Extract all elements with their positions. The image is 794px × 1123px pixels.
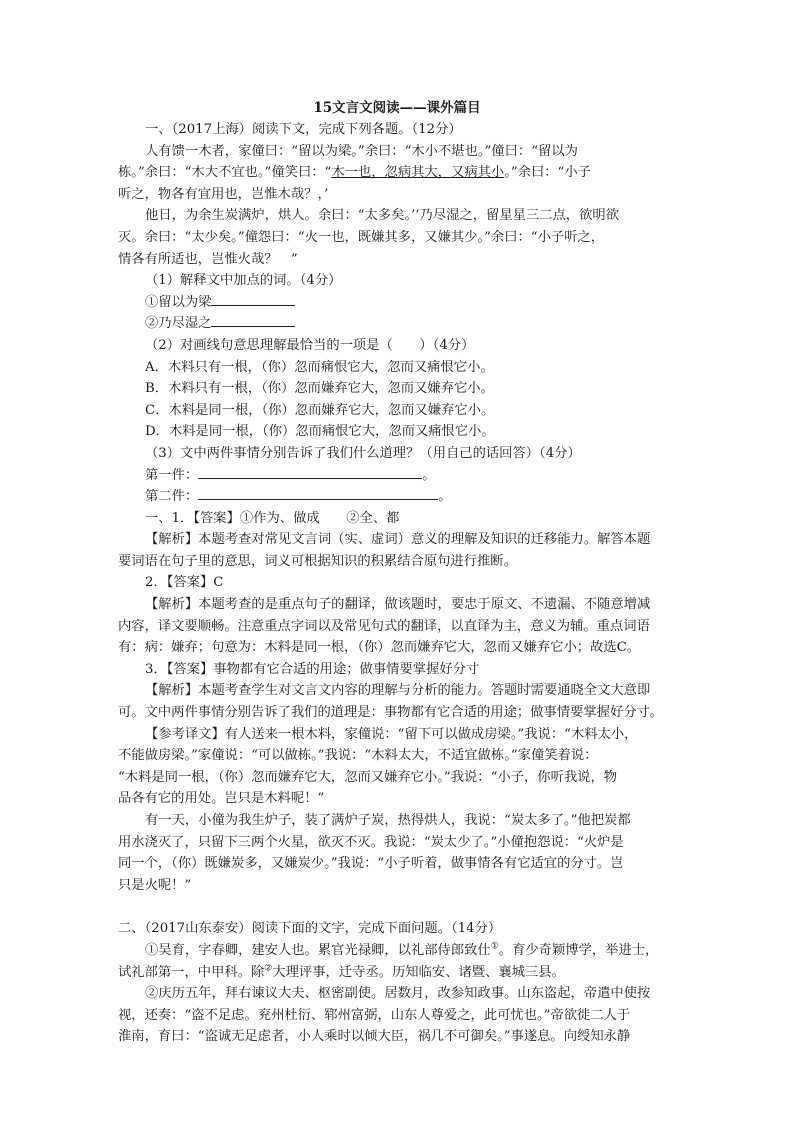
- passage-line: 听之，物各有宜用也，岂惟木哉？，’: [118, 186, 329, 202]
- question-3a: [118, 465, 676, 487]
- answer-blank: [211, 293, 295, 306]
- passage-line: 灭。余曰：“太少矣。”僮怨曰：“火一也，既嫌其多，又嫌其少。”余曰：“小子听之，: [118, 229, 605, 245]
- question-1b: [118, 313, 676, 335]
- passage-text: 大理评事，迁寺丞。历知临安、诸暨、襄城三县。: [272, 964, 565, 980]
- passage-line: [118, 940, 676, 962]
- period: 。: [422, 467, 436, 483]
- option-d: D．木料是同一根，（你）忽而痛恨它大，忽而又痛恨它小。: [145, 424, 495, 440]
- question-3b: [118, 486, 676, 508]
- option-b: B．木料只有一根，（你）忽而嫌弃它大，忽而又嫌弃它小。: [145, 381, 494, 397]
- answer-blank: [198, 466, 422, 479]
- passage-text: 试礼部第一，中甲科。除: [118, 964, 265, 980]
- question-3: （3）文中两件事情分别告诉了我们什么道理？（用自己的话回答）（4分）: [145, 445, 581, 461]
- analysis-line: 可。文中两件事情分别告诉了我们的道理是：事物都有它合适的用途；做事情要掌握好分寸。: [118, 705, 664, 721]
- analysis-line: 有：病：嫌弃；句意为：木料是同一根，（你）忽而嫌弃它大，忽而又嫌弃它小；故选C。: [118, 640, 641, 656]
- passage-text: 。育少奇颖博学，举进士，: [498, 942, 659, 958]
- passage-text: ①吴育，字春卿，建安人也。累官光禄卿，以礼部侍郎致仕: [145, 942, 491, 958]
- passage-line: 情各有所适也，岂惟火哉？ ”: [118, 251, 298, 267]
- footnote-marker: ①: [490, 941, 499, 952]
- passage-line: 淮南，育曰：“盗诚无足虑者，小人乘时以倾大臣，祸几不可御矣。”事遂息。向绶知永静: [118, 1029, 631, 1045]
- translation-line: 同一个，（你）既嫌炭多，又嫌炭少。”我说：“小子听着，做事情各有它适宜的分寸。岂: [118, 856, 624, 872]
- question-1: （1）解释文中加点的词。（4分）: [145, 273, 342, 289]
- translation-line: 有一天，小僮为我生炉子，装了满炉子炭，热得烘人，我说：“炭太多了。”他把炭都: [145, 813, 631, 828]
- passage-line: [118, 162, 676, 184]
- answer-1: 一、1．【答案】①作为、做成 ②全、都: [145, 510, 400, 526]
- question-1a: [118, 292, 676, 314]
- question-3b-label: 第二件：: [145, 489, 199, 505]
- translation-line: “木料是同一根，（你）忽而嫌弃它大，忽而又嫌弃它小。”我说：“小子，你听我说，物: [118, 769, 618, 785]
- analysis-line: 【解析】本题考查学生对文言文内容的理解与分析的能力。答题时需要通晓全文大意即: [145, 683, 651, 699]
- answer-3: 3．【答案】事物都有它合适的用途；做事情要掌握好分寸: [145, 661, 480, 677]
- translation-line: 不能做房梁。”家僮说：“可以做栋。”我说：“木料太大，不适宜做栋。”家僮笑着说：: [118, 748, 598, 764]
- passage-line: ②庆历五年，拜右谏议大夫、枢密副使。居数月，改参知政事。山东盗起，帝遣中使按: [145, 986, 651, 1002]
- passage-line: 人有馈一木者，家僮曰：“留以为梁。”余曰：“木小不堪也。”僮曰：“留以为: [145, 143, 578, 159]
- passage-text: 栋。”余曰：“木大不宜也。”僮笑曰：“: [118, 165, 332, 181]
- passage-text: 。”余曰：“小子: [504, 165, 591, 181]
- translation-line: 只是火呢！”: [118, 877, 192, 893]
- passage-line: [118, 962, 676, 984]
- translation-line: 品各有它的用处。岂只是木料呢！”: [118, 791, 325, 807]
- passage-line: 他日，为余生炭满炉，烘人。余曰：“太多矣。’’乃尽湿之，留星星三二点，欲明欲: [145, 208, 619, 224]
- option-a: A．木料只有一根，（你）忽而痛恨它大，忽而又痛恨它小。: [145, 359, 494, 375]
- question-1a-text: ①留以为梁: [145, 294, 212, 310]
- section-gap: [118, 896, 676, 918]
- document-body: [118, 98, 676, 1048]
- translation-line: 用水浇灭了，只留下三两个火星，欲灭不灭。我说：“炭太少了。”小僮抱怨说：“火炉是: [118, 834, 624, 850]
- analysis-line: 【解析】本题考查的是重点句子的翻译，做该题时，要忠于原文、不遗漏、不随意增减: [145, 597, 651, 613]
- option-c: C．木料是同一根，（你）忽而嫌弃它大，忽而又嫌弃它小。: [145, 402, 495, 418]
- question-2: （2）对画线句意思理解最恰当的一项是（ ）（4分）: [145, 337, 475, 353]
- period: 。: [438, 489, 452, 505]
- analysis-line: 要词语在句子里的意思，词义可根据知识的积累结合原句进行推断。: [118, 553, 517, 569]
- answer-blank: [198, 487, 438, 500]
- underlined-sentence: 木一也，忽病其大，又病其小: [331, 165, 505, 181]
- document-title: 15文言文阅读——课外篇目: [313, 100, 481, 116]
- question-1b-text: ②乃尽湿之: [145, 316, 212, 332]
- section-1-heading: 一、（2017上海）阅读下文，完成下列各题。（12分）: [145, 122, 462, 137]
- footnote-marker: ②: [264, 963, 273, 974]
- translation-line: 【参考译文】有人送来一根木料，家僮说：“留下可以做成房梁。”我说：“木料太小，: [145, 726, 638, 742]
- passage-line: 视，还奏：“盗不足虑。兖州杜衍、郓州富弼，山东人尊爱之，此可忧也。”帝欲徙二人于: [118, 1007, 631, 1023]
- analysis-line: 内容，译文要顺畅。注意重点字词以及常见句式的翻译，以直译为主，意义为辅。重点词语: [118, 618, 650, 634]
- answer-2: 2．【答案】C: [145, 575, 224, 591]
- answer-blank: [211, 314, 295, 327]
- question-3a-label: 第一件：: [145, 467, 199, 483]
- analysis-line: 【解析】本题考查对常见文言词（实、虚词）意义的理解及知识的迁移能力。解答本题: [145, 532, 651, 548]
- section-2-heading: 二、（2017山东泰安）阅读下面的文字，完成下面问题。（14分）: [118, 921, 502, 937]
